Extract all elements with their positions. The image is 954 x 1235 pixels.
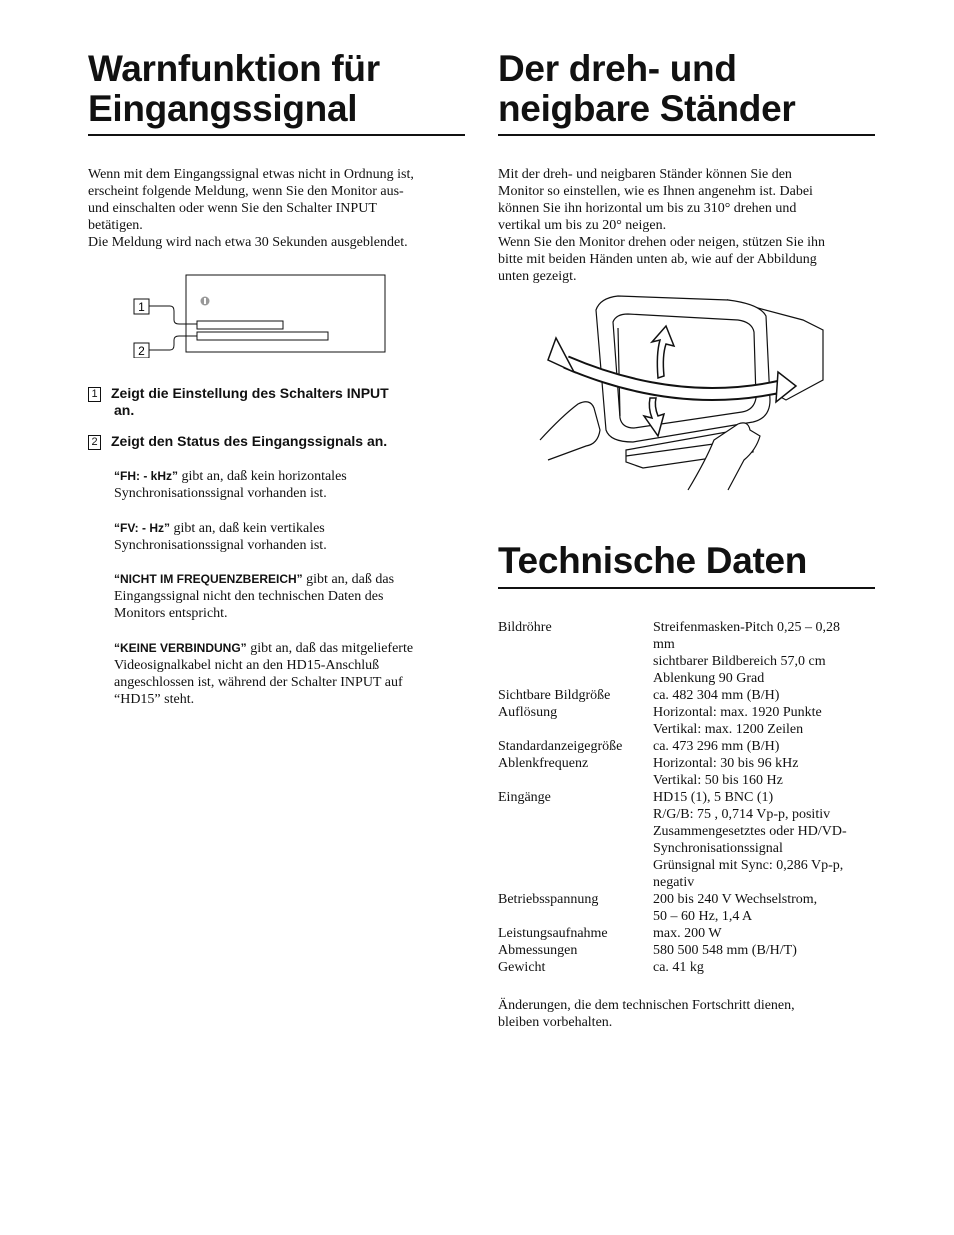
spec-value-line: Synchronisationssignal bbox=[653, 841, 783, 856]
note-text: gibt an, daß das mitgelieferte bbox=[246, 641, 414, 656]
note-fh bbox=[114, 468, 454, 502]
callout-label-1: 1 bbox=[138, 300, 145, 314]
spec-row bbox=[498, 687, 875, 704]
note-text: Eingangssignal nicht den technischen Daten des bbox=[114, 589, 384, 604]
intro-line: Monitor so einstellen, wie es Ihnen angenehm ist. Dabei bbox=[498, 184, 813, 199]
note-text: angeschlossen ist, während der Schalter INPUT auf bbox=[114, 675, 403, 690]
note-term: “KEINE VERBINDUNG” bbox=[114, 641, 247, 655]
spec-value bbox=[653, 925, 875, 942]
intro-line: Die Meldung wird nach etwa 30 Sekunden ausgeblendet. bbox=[88, 235, 408, 250]
intro-line: können Sie ihn horizontal um bis zu 310° drehen und bbox=[498, 201, 797, 216]
title-line-2: Eingangssignal bbox=[88, 88, 358, 129]
section-title-warning bbox=[88, 49, 465, 129]
note-text: Synchronisationssignal vorhanden ist. bbox=[114, 486, 327, 501]
title-line-1: Der dreh- und bbox=[498, 48, 737, 89]
spec-row bbox=[498, 925, 875, 942]
item-text: Zeigt den Status des Eingangssignals an. bbox=[111, 433, 388, 449]
intro-line: erscheint folgende Meldung, wenn Sie den Monitor aus- bbox=[88, 184, 404, 199]
title-line-2: neigbare Ständer bbox=[498, 88, 796, 129]
note-text: gibt an, daß kein horizontales bbox=[178, 469, 347, 484]
spec-value bbox=[653, 959, 875, 976]
spec-value-line: negativ bbox=[653, 875, 695, 890]
note-term: “FH: - kHz” bbox=[114, 469, 178, 483]
monitor-illustration bbox=[538, 290, 838, 500]
swivel-arrow-head-left bbox=[548, 338, 574, 372]
spec-row bbox=[498, 942, 875, 959]
spec-value-line: ca. 41 kg bbox=[653, 960, 704, 975]
monitor-screen bbox=[613, 314, 756, 428]
spec-value-line: ca. 473 296 mm (B/H) bbox=[653, 739, 780, 754]
title-rule bbox=[88, 134, 465, 136]
spec-value-line: Zusammengesetztes oder HD/VD- bbox=[653, 824, 847, 839]
spec-row bbox=[498, 704, 875, 738]
note-text: gibt an, daß das bbox=[302, 572, 395, 587]
spec-key: Abmessungen bbox=[498, 943, 578, 958]
spec-value bbox=[653, 789, 875, 891]
spec-value bbox=[653, 942, 875, 959]
intro-line: Mit der dreh- und neigbaren Ständer können Sie den bbox=[498, 167, 792, 182]
note-term: “NICHT IM FREQUENZBEREICH” bbox=[114, 572, 303, 586]
spec-value-line: Vertikal: max. 1200 Zeilen bbox=[653, 722, 804, 737]
spec-key: Ablenkfrequenz bbox=[498, 756, 589, 771]
spec-key: Auflösung bbox=[498, 705, 558, 720]
intro-line: Wenn mit dem Eingangssignal etwas nicht in Ordnung ist, bbox=[88, 167, 414, 182]
osd-field-input bbox=[197, 321, 283, 329]
spec-value-line: Horizontal: 30 bis 96 kHz bbox=[653, 756, 799, 771]
item-number: 2 bbox=[88, 435, 101, 450]
spec-value-line: Streifenmasken-Pitch 0,25 – 0,28 bbox=[653, 620, 841, 635]
spec-key: Bildröhre bbox=[498, 620, 552, 635]
stand-intro bbox=[498, 166, 875, 285]
footer-note bbox=[498, 997, 875, 1031]
spec-value-line: ca. 482 304 mm (B/H) bbox=[653, 688, 780, 703]
title-line-1: Warnfunktion für bbox=[88, 48, 380, 89]
note-term: “FV: - Hz” bbox=[114, 521, 170, 535]
spec-key: Betriebsspannung bbox=[498, 892, 599, 907]
spec-value-line: HD15 (1), 5 BNC (1) bbox=[653, 790, 774, 805]
note-text: Monitors entspricht. bbox=[114, 606, 228, 621]
spec-value-line: Ablenkung 90 Grad bbox=[653, 671, 765, 686]
intro-line: unten gezeigt. bbox=[498, 269, 577, 284]
spec-value bbox=[653, 891, 875, 925]
item-text: Zeigt die Einstellung des Schalters INPUT bbox=[111, 385, 389, 401]
spec-value bbox=[653, 738, 875, 755]
intro-line: Wenn Sie den Monitor drehen oder neigen, stützen Sie ihn bbox=[498, 235, 826, 250]
warning-intro bbox=[88, 166, 465, 251]
intro-line: bitte mit beiden Händen unten ab, wie auf der Abbildung bbox=[498, 252, 817, 267]
callout-label-2: 2 bbox=[138, 344, 145, 358]
footer-line: bleiben vorbehalten. bbox=[498, 1015, 613, 1030]
left-hand bbox=[540, 402, 600, 460]
intro-line: betätigen. bbox=[88, 218, 143, 233]
spec-key: Gewicht bbox=[498, 960, 546, 975]
intro-line: vertikal um bis zu 20° neigen. bbox=[498, 218, 667, 233]
spec-value-line: 580 500 548 mm (B/H/T) bbox=[653, 943, 797, 958]
item-text-cont: an. bbox=[114, 402, 135, 418]
note-text: “HD15” steht. bbox=[114, 692, 195, 707]
osd-field-status bbox=[197, 332, 328, 340]
spec-value-line: max. 200 W bbox=[653, 926, 722, 941]
spec-value-line: 50 – 60 Hz, 1,4 A bbox=[653, 909, 753, 924]
spec-row bbox=[498, 738, 875, 755]
spec-value-line: Grünsignal mit Sync: 0,286 Vp-p, bbox=[653, 858, 844, 873]
spec-row bbox=[498, 789, 875, 891]
info-icon bbox=[201, 297, 210, 306]
spec-row bbox=[498, 755, 875, 789]
spec-value bbox=[653, 687, 875, 704]
note-text: Videosignalkabel nicht an den HD15-Anschluß bbox=[114, 658, 380, 673]
spec-value-line: mm bbox=[653, 637, 675, 652]
item-number: 1 bbox=[88, 387, 101, 402]
spec-value-line: 200 bis 240 V Wechselstrom, bbox=[653, 892, 818, 907]
spec-row bbox=[498, 891, 875, 925]
spec-value-line: R/G/B: 75 , 0,714 Vp-p, positiv bbox=[653, 807, 831, 822]
spec-value bbox=[653, 619, 875, 687]
spec-value bbox=[653, 704, 875, 738]
title-rule bbox=[498, 134, 875, 136]
specs-table bbox=[498, 619, 875, 976]
spec-key: Leistungsaufnahme bbox=[498, 926, 608, 941]
note-text: Synchronisationssignal vorhanden ist. bbox=[114, 538, 327, 553]
spec-row bbox=[498, 959, 875, 976]
spec-row bbox=[498, 619, 875, 687]
list-item-2 bbox=[88, 433, 387, 450]
spec-value-line: Vertikal: 50 bis 160 Hz bbox=[653, 773, 783, 788]
spec-key: Eingänge bbox=[498, 790, 551, 805]
spec-value-line: sichtbarer Bildbereich 57,0 cm bbox=[653, 654, 826, 669]
spec-key: Sichtbare Bildgröße bbox=[498, 688, 611, 703]
footer-line: Änderungen, die dem technischen Fortschritt dienen, bbox=[498, 998, 795, 1013]
note-no-connection bbox=[114, 640, 454, 708]
spec-key: Standardanzeigegröße bbox=[498, 739, 623, 754]
note-text: gibt an, daß kein vertikales bbox=[170, 521, 325, 536]
section-title-stand bbox=[498, 49, 875, 129]
title-rule bbox=[498, 587, 875, 589]
list-item-1 bbox=[88, 385, 389, 419]
intro-line: und einschalten oder wenn Sie den Schalter INPUT bbox=[88, 201, 377, 216]
note-fv bbox=[114, 520, 454, 554]
osd-diagram bbox=[128, 270, 398, 358]
spec-value bbox=[653, 755, 875, 789]
spec-value-line: Horizontal: max. 1920 Punkte bbox=[653, 705, 822, 720]
section-title-specs: Technische Daten bbox=[498, 540, 808, 581]
note-out-of-range bbox=[114, 571, 454, 622]
